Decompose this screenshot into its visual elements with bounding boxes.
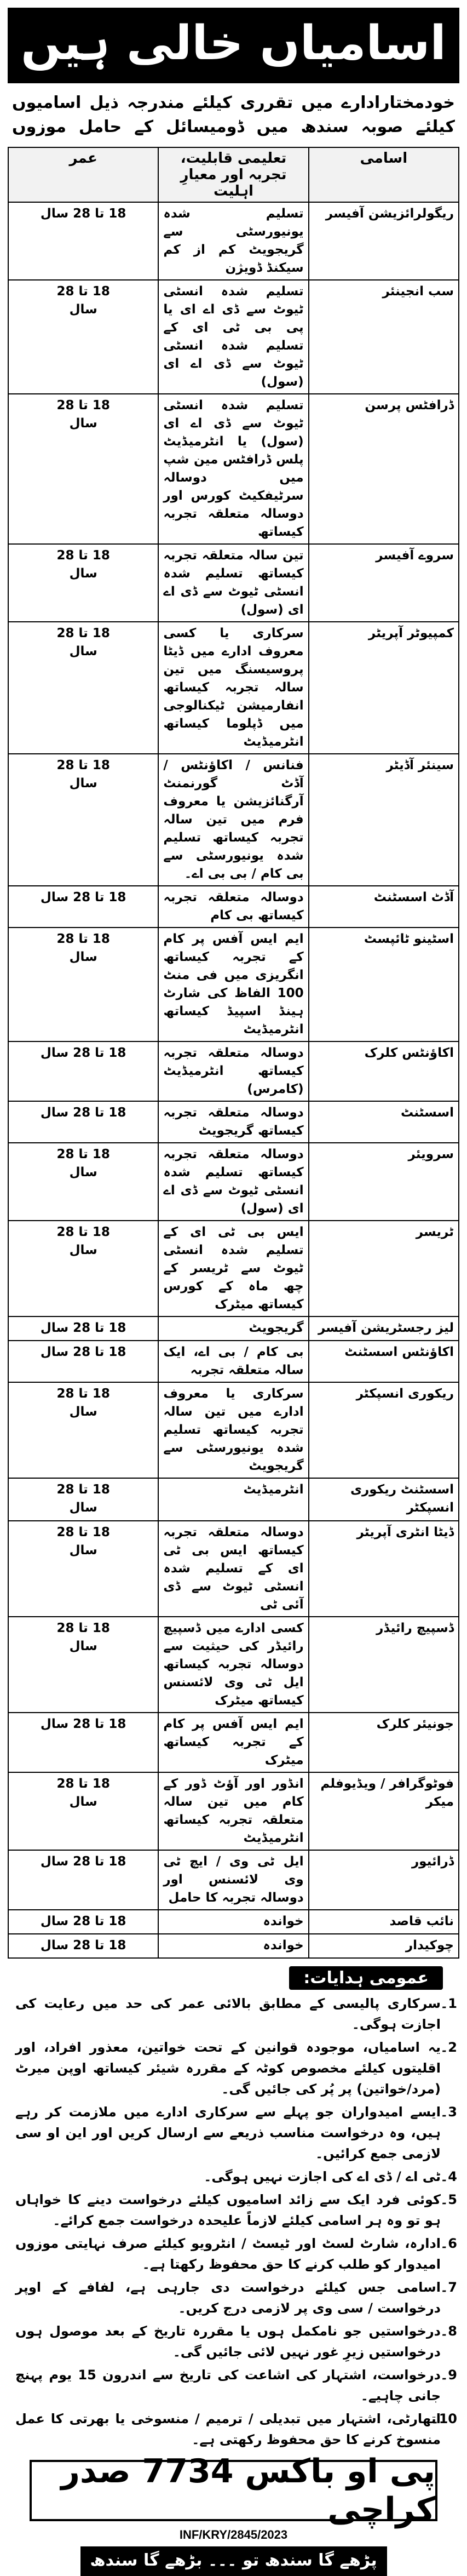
age-limit-cell: 18 تا 28 سال — [8, 394, 158, 544]
postal-address-box — [30, 2452, 437, 2529]
qualification-cell: دوسالہ متعلقہ تجربہ کیساتھ ایس بی ٹی ای کے تسلیم شدہ انسٹی ٹیوٹ سے ڈی آئی ٹی — [158, 1521, 308, 1617]
instruction-item: ایسے امیدواران جو پہلے سے سرکاری ادارے میں ملازمت کر رہے ہیں، وہ درخواست مناسب ذریعے سے ارسال کریں اور این او سی لازمی جمع کرائیں۔ — [15, 2104, 441, 2161]
qualification-cell: دوسالہ متعلقہ تجربہ کیساتھ بی کام — [158, 886, 308, 928]
age-limit-cell: 18 تا 28 سال — [8, 1910, 158, 1934]
post-name-cell: ریکوری انسپکٹر — [309, 1382, 459, 1478]
table-row — [8, 1772, 459, 1850]
table-row — [8, 1521, 459, 1617]
table-header-row — [8, 147, 459, 202]
qualification-cell: سرکاری یا معروف ادارے میں تین سالہ تجربہ کیساتھ تسلیم شدہ یونیورسٹی سے گریجویٹ — [158, 1382, 308, 1478]
table-row — [8, 1910, 459, 1934]
table-row — [8, 1221, 459, 1316]
general-instructions-title: عمومی ہدایات: — [289, 1966, 443, 1990]
post-name-cell: اسسٹنٹ — [309, 1101, 459, 1143]
age-limit-cell: 18 تا 28 سال — [8, 280, 158, 394]
table-row — [8, 928, 459, 1041]
header-post: اسامی — [309, 147, 459, 202]
age-limit-cell: 18 تا 28 سال — [8, 1143, 158, 1221]
post-name-cell: ڈسپیچ رائیڈر — [309, 1617, 459, 1713]
table-row — [8, 886, 459, 928]
qualification-cell: تین سالہ متعلقہ تجربہ کیساتھ تسلیم شدہ انسٹی ٹیوٹ سے ڈی اے ای (سول) — [158, 544, 308, 622]
qualification-cell: ایم ایس آفس پر کام کے تجربہ کیساتھ میٹرک — [158, 1713, 308, 1772]
post-name-cell: آڈٹ اسسٹنٹ — [309, 886, 459, 928]
post-name-cell: لیز رجسٹریشن آفیسر — [309, 1316, 459, 1341]
qualification-cell: تسلیم شدہ انسٹی ٹیوٹ سے ڈی اے ای (سول) یا انٹرمیڈیٹ پلس ڈرافٹس مین شپ میں دوسالہ سرٹیفکیٹ کورس اور دوسالہ متعلقہ تجربہ کیساتھ — [158, 394, 308, 544]
post-name-cell: سینئر آڈیٹر — [309, 754, 459, 886]
reference-number: INF/KRY/2845/2023 — [179, 2528, 288, 2541]
qualification-cell: سرکاری یا کسی معروف ادارے میں ڈیٹا پروسیسنگ میں تین سالہ تجربہ کیساتھ انفارمیشن ٹیکنالوجی میں ڈپلوما کیساتھ انٹرمیڈیٹ — [158, 622, 308, 754]
post-name-cell: فوٹوگرافر / ویڈیوفلم میکر — [309, 1772, 459, 1850]
table-row — [8, 394, 459, 544]
instruction-item: یہ اسامیاں، موجودہ قوانین کے تحت خواتین، معذور افراد، اور اقلیتوں کیلئے مخصوص کوٹہ کے مقررہ شیئر کیساتھ اوپن میرٹ (مرد/خواتین) پر پُر کی جائیں گی۔ — [15, 2040, 441, 2097]
qualification-cell: فنانس / اکاؤنٹس / آڈٹ گورنمنٹ آرگنائزیشن یا معروف فرم میں تین سالہ تجربہ کیساتھ تسلیم شدہ یونیورسٹی سے بی کام / بی بی اے۔ — [158, 754, 308, 886]
post-name-cell: سب انجینئر — [309, 280, 459, 394]
post-name-cell: ریگولرائزیشن آفیسر — [309, 202, 459, 280]
age-limit-cell: 18 تا 28 سال — [8, 1341, 158, 1382]
table-row — [8, 754, 459, 886]
instruction-item: اسامی جس کیلئے درخواست دی جارہی ہے، لفافے کے اوپر درخواست / سی وی پر لازمی درج کریں۔ — [15, 2280, 441, 2316]
postal-address: پی او باکس 7734 صدر کراچی — [61, 2452, 435, 2529]
post-name-cell: نائب قاصد — [309, 1910, 459, 1934]
vacancies-table — [8, 147, 459, 1959]
qualification-cell: خواندہ — [158, 1934, 308, 1958]
post-name-cell: سروے آفیسر — [309, 544, 459, 622]
header-qualification: تعلیمی قابلیت، تجربہ اور معیارِ اہلیت — [158, 147, 308, 202]
age-limit-cell: 18 تا 28 سال — [8, 1382, 158, 1478]
age-limit-cell: 18 تا 28 سال — [8, 1713, 158, 1772]
age-limit-cell: 18 تا 28 سال — [8, 1934, 158, 1958]
age-limit-cell: 18 تا 28 سال — [8, 1478, 158, 1521]
post-name-cell: ڈرائیور — [309, 1850, 459, 1910]
qualification-cell: ایس بی ٹی ای کے تسلیم شدہ انسٹی ٹیوٹ سے ٹریسر کے چھ ماہ کے کورس کیساتھ میٹرک — [158, 1221, 308, 1316]
table-row — [8, 1617, 459, 1713]
age-limit-cell: 18 تا 28 سال — [8, 1041, 158, 1101]
qualification-cell: دوسالہ متعلقہ تجربہ کیساتھ انٹرمیڈیٹ (کامرس) — [158, 1041, 308, 1101]
headline: اسامیاں خالی ہیں — [8, 8, 459, 83]
age-limit-cell: 18 تا 28 سال — [8, 1521, 158, 1617]
qualification-cell: تسلیم شدہ انسٹی ٹیوٹ سے ڈی اے ای یا پی بی ٹی ای کے تسلیم شدہ انسٹی ٹیوٹ سے ڈی اے ای (سول) — [158, 280, 308, 394]
instruction-item: اتھارٹی، اشتہار میں تبدیلی / ترمیم / منسوخی یا بھرتی کا عمل منسوخ کرنے کا حق محفوظ رکھتی ہے۔ — [15, 2411, 441, 2447]
age-limit-cell: 18 تا 28 سال — [8, 1101, 158, 1143]
qualification-cell: دوسالہ متعلقہ تجربہ کیساتھ گریجویٹ — [158, 1101, 308, 1143]
post-name-cell: سرویئر — [309, 1143, 459, 1221]
table-row — [8, 1341, 459, 1382]
instruction-item: سرکاری پالیسی کے مطابق بالائی عمر کی حد میں رعایت کی اجازت ہوگی۔ — [15, 1996, 441, 2032]
age-limit-cell: 18 تا 28 سال — [8, 1850, 158, 1910]
qualification-cell: خواندہ — [158, 1910, 308, 1934]
instruction-item: ٹی اے / ڈی اے کی اجازت نہیں ہوگی۔ — [204, 2169, 441, 2184]
table-row — [8, 1101, 459, 1143]
header-age: عمر — [8, 147, 158, 202]
post-name-cell: اسٹینو ٹائپسٹ — [309, 928, 459, 1041]
post-name-cell: جونیئر کلرک — [309, 1713, 459, 1772]
table-row — [8, 202, 459, 280]
instruction-item: درخواستیں جو نامکمل ہوں یا مقررہ تاریخ کے بعد موصول ہوں درخواستیں زیرِ غور نہیں لائی جائیں گی۔ — [15, 2323, 441, 2360]
vacancies-table-body — [8, 202, 459, 1958]
table-row — [8, 1041, 459, 1101]
post-name-cell: چوکیدار — [309, 1934, 459, 1958]
table-row — [8, 622, 459, 754]
qualification-cell: ایل ٹی وی / ایچ ٹی وی لائسنس اور دوسالہ تجربہ کا حامل — [158, 1850, 308, 1910]
table-row — [8, 1478, 459, 1521]
qualification-cell: ایم ایس آفس پر کام کے تجربہ کیساتھ انگریزی میں فی منٹ 100 الفاظ کی شارٹ ہینڈ اسپیڈ کیساتھ انٹرمیڈیٹ — [158, 928, 308, 1041]
instruction-item: کوئی فرد ایک سے زائد اسامیوں کیلئے درخواست دینے کا خواہاں ہو تو وہ ہر اسامی کیلئے لازماً علیحدہ درخواست جمع کرائے۔ — [15, 2192, 441, 2228]
age-limit-cell: 18 تا 28 سال — [8, 544, 158, 622]
age-limit-cell: 18 تا 28 سال — [8, 1772, 158, 1850]
general-instructions-list — [8, 1993, 459, 2450]
table-row — [8, 1382, 459, 1478]
qualification-cell: انٹرمیڈیٹ — [158, 1478, 308, 1521]
qualification-cell: بی کام / بی اے، ایک سالہ متعلقہ تجربہ — [158, 1341, 308, 1382]
qualification-cell: انڈور اور آؤٹ ڈور کے کام میں تین سالہ متعلقہ تجربہ کیساتھ انٹرمیڈیٹ — [158, 1772, 308, 1850]
slogan-banner: پڑھے گا سندھ تو ۔۔۔ بڑھے گا سندھ — [80, 2546, 387, 2576]
age-limit-cell: 18 تا 28 سال — [8, 622, 158, 754]
table-row — [8, 1713, 459, 1772]
age-limit-cell: 18 تا 28 سال — [8, 1316, 158, 1341]
post-name-cell: اسسٹنٹ ریکوری انسپکٹر — [309, 1478, 459, 1521]
age-limit-cell: 18 تا 28 سال — [8, 928, 158, 1041]
post-name-cell: اکاؤنٹس اسسٹنٹ — [309, 1341, 459, 1382]
table-row — [8, 280, 459, 394]
qualification-cell: گریجویٹ — [158, 1316, 308, 1341]
table-row — [8, 1316, 459, 1341]
table-row — [8, 1143, 459, 1221]
age-limit-cell: 18 تا 28 سال — [8, 754, 158, 886]
post-name-cell: ڈرافٹس پرسن — [309, 394, 459, 544]
table-row — [8, 544, 459, 622]
post-name-cell: ڈیٹا انٹری آپریٹر — [309, 1521, 459, 1617]
post-name-cell: اکاؤنٹس کلرک — [309, 1041, 459, 1101]
qualification-cell: دوسالہ متعلقہ تجربہ کیساتھ تسلیم شدہ انسٹی ٹیوٹ سے ڈی اے ای (سول) — [158, 1143, 308, 1221]
intro-text: خودمختارادارے میں تقرری کیلئے مندرجہ ذیل اسامیوں کیلئے صوبہ سندھ میں ڈومیسائل کے حامل موزوں — [12, 93, 455, 136]
age-limit-cell: 18 تا 28 سال — [8, 886, 158, 928]
qualification-cell: کسی ادارے میں ڈسپیچ رائیڈر کی حیثیت سے دوسالہ تجربہ کیساتھ ایل ٹی وی لائسنس کیساتھ میٹرک — [158, 1617, 308, 1713]
qualification-cell: تسلیم شدہ یونیورسٹی سے گریجویٹ کم از کم سیکنڈ ڈویژن — [158, 202, 308, 280]
age-limit-cell: 18 تا 28 سال — [8, 1221, 158, 1316]
table-row — [8, 1850, 459, 1910]
age-limit-cell: 18 تا 28 سال — [8, 1617, 158, 1713]
table-row — [8, 1934, 459, 1958]
instruction-item: درخواست، اشتہار کی اشاعت کی تاریخ سے اندرون 15 یوم پہنچ جانی چاہیے۔ — [15, 2367, 441, 2403]
post-name-cell: کمپیوٹر آپریٹر — [309, 622, 459, 754]
post-name-cell: ٹریسر — [309, 1221, 459, 1316]
instruction-item: ادارہ، شارٹ لسٹ اور ٹیسٹ / انٹرویو کیلئے صرف نہایتی موزوں امیدوار کو طلب کرنے کا حق محفوظ رکھتا ہے۔ — [15, 2236, 441, 2272]
age-limit-cell: 18 تا 28 سال — [8, 202, 158, 280]
